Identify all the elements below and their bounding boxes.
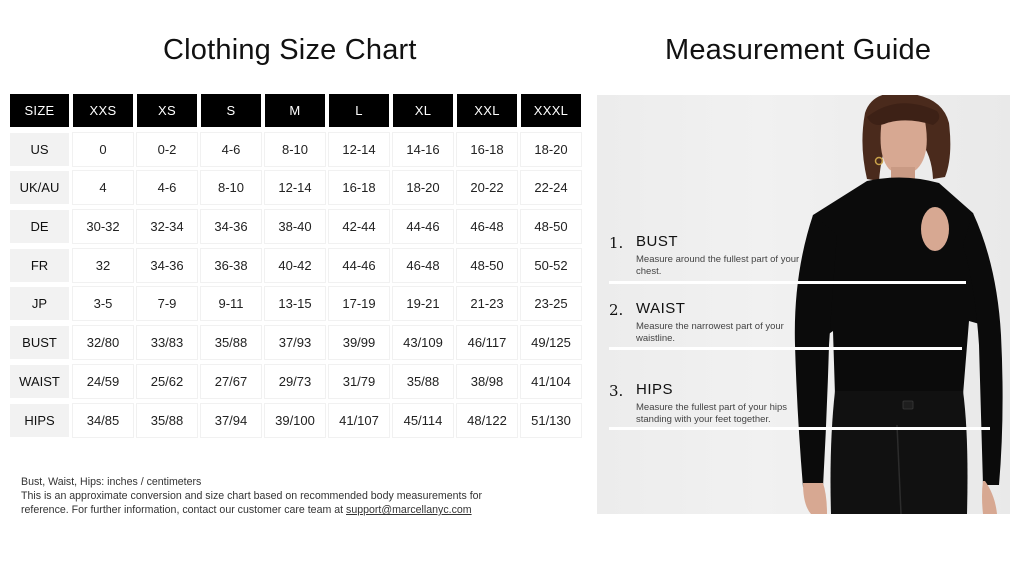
table-cell: 29/73	[265, 365, 325, 398]
table-cell: 31/79	[329, 365, 389, 398]
table-cell: 46-48	[393, 249, 453, 282]
table-cell: 35/88	[393, 365, 453, 398]
size-header-l: L	[329, 94, 389, 127]
table-cell: 42-44	[329, 210, 389, 243]
table-cell: 16-18	[329, 171, 389, 204]
table-cell: 46/117	[457, 326, 517, 359]
table-cell: 9-11	[201, 287, 261, 320]
size-header-m: M	[265, 94, 325, 127]
table-cell: 16-18	[457, 133, 517, 166]
size-header-xl: XL	[393, 94, 453, 127]
table-cell: 36-38	[201, 249, 261, 282]
table-cell: 41/104	[521, 365, 581, 398]
table-cell: 21-23	[457, 287, 517, 320]
table-cell: 32	[73, 249, 133, 282]
table-cell: 44-46	[329, 249, 389, 282]
table-cell: 22-24	[521, 171, 581, 204]
table-cell: 0-2	[137, 133, 197, 166]
table-cell: 48-50	[521, 210, 581, 243]
table-cell: 40-42	[265, 249, 325, 282]
bust-description: Measure around the fullest part of your chest.	[636, 254, 800, 277]
measurement-guide-panel	[597, 95, 1010, 514]
table-cell: 44-46	[393, 210, 453, 243]
table-cell: 4-6	[201, 133, 261, 166]
size-header-s: S	[201, 94, 261, 127]
contact-note	[21, 503, 482, 517]
table-cell: 34-36	[137, 249, 197, 282]
table-cell: 3-5	[73, 287, 133, 320]
size-table	[10, 94, 581, 437]
table-cell: 32/80	[73, 326, 133, 359]
bust-label: BUST	[636, 233, 679, 250]
bust-guide-line	[609, 281, 966, 284]
size-header-xxl: XXL	[457, 94, 517, 127]
table-cell: 19-21	[393, 287, 453, 320]
table-cell: 33/83	[137, 326, 197, 359]
row-label-us: US	[10, 133, 69, 166]
table-cell: 12-14	[329, 133, 389, 166]
table-cell: 45/114	[393, 404, 453, 437]
table-cell: 34/85	[73, 404, 133, 437]
size-header-xs: XS	[137, 94, 197, 127]
table-cell: 20-22	[457, 171, 517, 204]
table-cell: 38/98	[457, 365, 517, 398]
size-column-header: SIZE	[10, 94, 69, 127]
table-cell: 49/125	[521, 326, 581, 359]
table-cell: 25/62	[137, 365, 197, 398]
waist-label: WAIST	[636, 300, 686, 317]
table-cell: 0	[73, 133, 133, 166]
table-cell: 39/100	[265, 404, 325, 437]
hips-number: 3.	[609, 382, 624, 400]
table-cell: 18-20	[521, 133, 581, 166]
table-cell: 51/130	[521, 404, 581, 437]
table-cell: 17-19	[329, 287, 389, 320]
table-cell: 39/99	[329, 326, 389, 359]
row-label-de: DE	[10, 210, 69, 243]
size-chart-notes	[21, 475, 482, 517]
hips-label: HIPS	[636, 381, 674, 398]
row-label-hips: HIPS	[10, 404, 69, 437]
table-cell: 8-10	[201, 171, 261, 204]
table-cell: 41/107	[329, 404, 389, 437]
table-cell: 4-6	[137, 171, 197, 204]
row-label-fr: FR	[10, 249, 69, 282]
units-note: Bust, Waist, Hips: inches / centimeters	[21, 476, 202, 488]
support-email-link[interactable]: support@marcellanyc.com	[346, 504, 472, 516]
table-cell: 43/109	[393, 326, 453, 359]
table-cell: 8-10	[265, 133, 325, 166]
table-cell: 24/59	[73, 365, 133, 398]
table-cell: 50-52	[521, 249, 581, 282]
table-cell: 18-20	[393, 171, 453, 204]
table-cell: 32-34	[137, 210, 197, 243]
contact-note-text: reference. For further information, contact our customer care team at	[21, 504, 347, 516]
table-cell: 46-48	[457, 210, 517, 243]
row-label-jp: JP	[10, 287, 69, 320]
table-cell: 23-25	[521, 287, 581, 320]
table-cell: 37/93	[265, 326, 325, 359]
hips-description: Measure the fullest part of your hips standing with your feet together.	[636, 402, 788, 425]
waist-description: Measure the narrowest part of your waistline.	[636, 321, 784, 344]
table-cell: 34-36	[201, 210, 261, 243]
row-label-ukau: UK/AU	[10, 171, 69, 204]
row-label-waist: WAIST	[10, 365, 69, 398]
table-cell: 35/88	[201, 326, 261, 359]
waist-number: 2.	[609, 301, 624, 319]
table-cell: 4	[73, 171, 133, 204]
table-cell: 35/88	[137, 404, 197, 437]
table-cell: 37/94	[201, 404, 261, 437]
table-cell: 30-32	[73, 210, 133, 243]
table-cell: 27/67	[201, 365, 261, 398]
waist-guide-line	[609, 347, 962, 350]
size-header-xxxl: XXXL	[521, 94, 581, 127]
table-cell: 13-15	[265, 287, 325, 320]
table-cell: 14-16	[393, 133, 453, 166]
size-header-xxs: XXS	[73, 94, 133, 127]
conversion-note: This is an approximate conversion and size chart based on recommended body measurements for	[21, 490, 483, 502]
table-cell: 48/122	[457, 404, 517, 437]
bust-number: 1.	[609, 234, 624, 252]
hips-guide-line	[609, 427, 990, 430]
table-cell: 48-50	[457, 249, 517, 282]
measurement-guide-title: Measurement Guide	[665, 34, 932, 66]
size-chart-title: Clothing Size Chart	[163, 34, 417, 66]
table-cell: 38-40	[265, 210, 325, 243]
table-cell: 12-14	[265, 171, 325, 204]
table-cell: 7-9	[137, 287, 197, 320]
row-label-bust: BUST	[10, 326, 69, 359]
